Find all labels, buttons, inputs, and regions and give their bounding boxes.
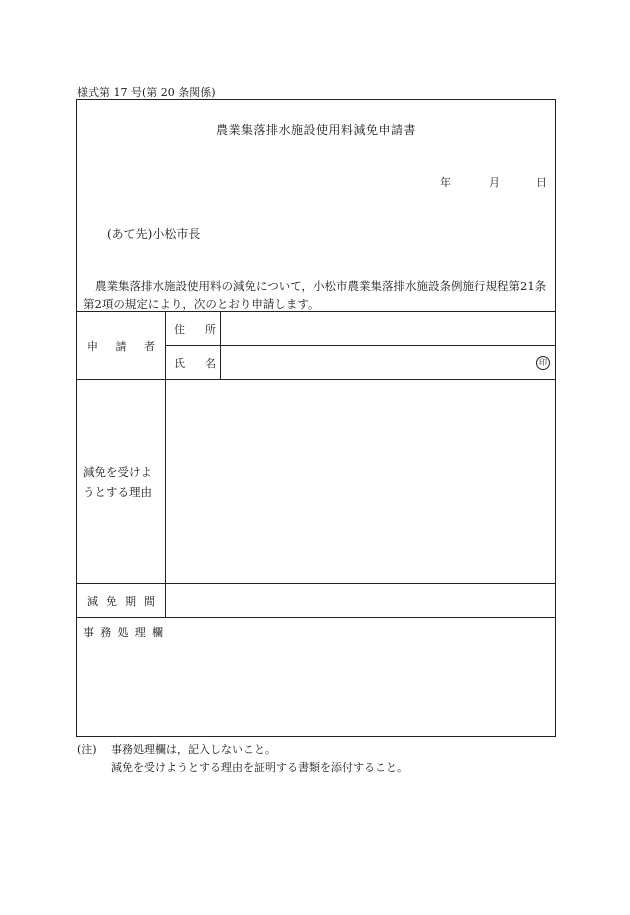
notes — [77, 741, 408, 777]
addressee: (あて先)小松市長 — [107, 227, 201, 241]
period-label: 減 免 期 間 — [87, 594, 155, 608]
applicant-label-cell — [77, 312, 166, 380]
name-label: 氏 名 — [174, 356, 216, 370]
address-label: 住 所 — [174, 322, 216, 336]
form-number: 様式第 17 号(第 20 条関係) — [77, 86, 216, 99]
office-use-cell — [77, 618, 556, 737]
reason-field[interactable] — [166, 380, 556, 584]
reason-label-cell — [77, 380, 166, 584]
period-label-cell — [77, 584, 166, 618]
reason-label: 減免を受けよ うとする理由 — [83, 464, 152, 499]
date-line — [440, 174, 547, 190]
address-label-cell — [166, 312, 221, 346]
notes-prefix: (注) — [77, 743, 97, 756]
name-field[interactable] — [221, 346, 556, 380]
request-statement: 農業集落排水施設使用料の減免について，小松市農業集落排水施設条例施行規程第21条第2項の規定により，次のとおり申請します。 — [83, 279, 547, 311]
seal-mark-icon: 印 — [536, 356, 550, 370]
form-table — [76, 311, 556, 737]
office-use-label: 事 務 処 理 欄 — [83, 626, 163, 639]
address-field[interactable] — [221, 312, 556, 346]
period-field[interactable] — [166, 584, 556, 618]
name-label-cell — [166, 346, 221, 380]
date-month-label: 月 — [489, 176, 500, 189]
applicant-label: 申 請 者 — [87, 339, 155, 353]
note-2: 減免を受けようとする理由を証明する書類を添付すること。 — [111, 761, 408, 774]
date-day-label: 日 — [536, 176, 547, 189]
form-title: 農業集落排水施設使用料減免申請書 — [215, 123, 416, 137]
application-form — [76, 99, 556, 737]
note-1: 事務処理欄は，記入しないこと。 — [111, 743, 276, 756]
date-year-label: 年 — [440, 176, 451, 189]
